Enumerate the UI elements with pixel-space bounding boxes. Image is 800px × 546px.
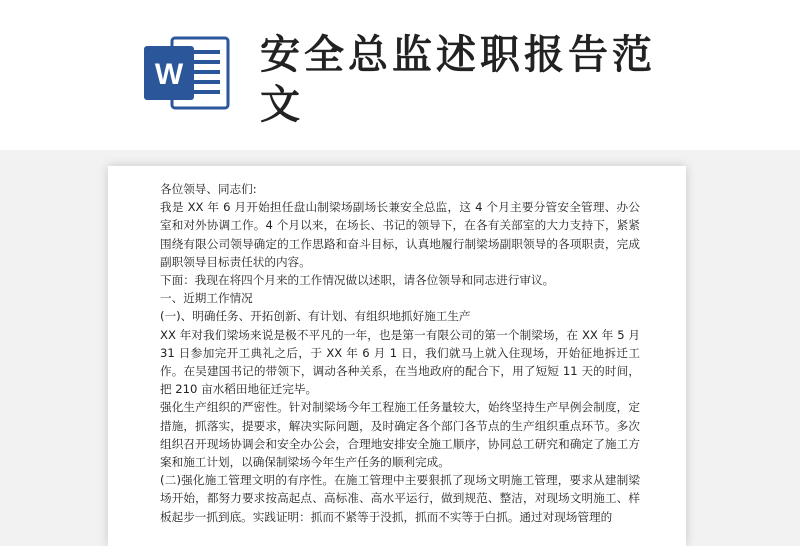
doc-paragraph: (二)强化施工管理文明的有序性。在施工管理中主要狠抓了现场文明施工管理，要求从建制梁场开始，都努力要求按高起点、高标准、高水平运行，做到规范、整洁，对现场文明施工、样板起步一抓到底。实践证明：抓而不紧等于没抓，抓而不实等于白抓。通过对现场管理的 bbox=[160, 473, 640, 524]
doc-paragraph: 各位领导、同志们: bbox=[160, 182, 257, 196]
word-icon-letter: W bbox=[154, 58, 184, 91]
doc-paragraph: 强化生产组织的严密性。针对制梁场今年工程施工任务量较大，始终坚持生产早例会制度，定措施，抓落实，提要求，解决实际问题，及时确定各个部门各节点的生产组织重点环节。多次组织召开现场协调会和安全办公会，合理地安排安全施工顺序，协同总工研究和确定了施工方案和施工计划，以确保制梁场今年生产任务的顺利完成。 bbox=[160, 400, 640, 470]
doc-heading: 一、近期工作情况 bbox=[160, 291, 253, 306]
document-body bbox=[160, 180, 640, 526]
doc-paragraph: 下面：我现在将四个月来的工作情况做以述职，请各位领导和同志进行审议。 bbox=[160, 273, 555, 288]
doc-paragraph: XX 年对我们梁场来说是极不平凡的一年，也是第一有限公司的第一个制梁场，在 XX 年 5 月 31 日参加完开工典礼之后，于 XX 年 6 月 1 日，我们就马上就入住现场，开始征地拆迁工作。在吴建国书记的带领下，调动各种关系，在当地政府的配合下，用了短短 11 天的时间，把 210 亩水稻田地征迁完毕。 bbox=[160, 327, 640, 397]
doc-paragraph: 我是 XX 年 6 月开始担任盘山制梁场副场长兼安全总监，这 4 个月主要分管安全管理、办公室和对外协调工作。4 个月以来，在场长、书记的领导下，在各有关部室的大力支持下，紧紧围绕有限公司领导确定的工作思路和奋斗目标，认真地履行制梁场副职领导的各项职责，完成副职领导目标责任状的内容。 bbox=[160, 200, 640, 269]
page-title: 安全总监述职报告范文 bbox=[260, 32, 656, 128]
word-document-icon bbox=[142, 34, 232, 112]
header-banner bbox=[0, 0, 800, 150]
doc-subheading: (一)、明确任务、开拓创新、有计划、有组织地抓好施工生产 bbox=[160, 309, 471, 324]
